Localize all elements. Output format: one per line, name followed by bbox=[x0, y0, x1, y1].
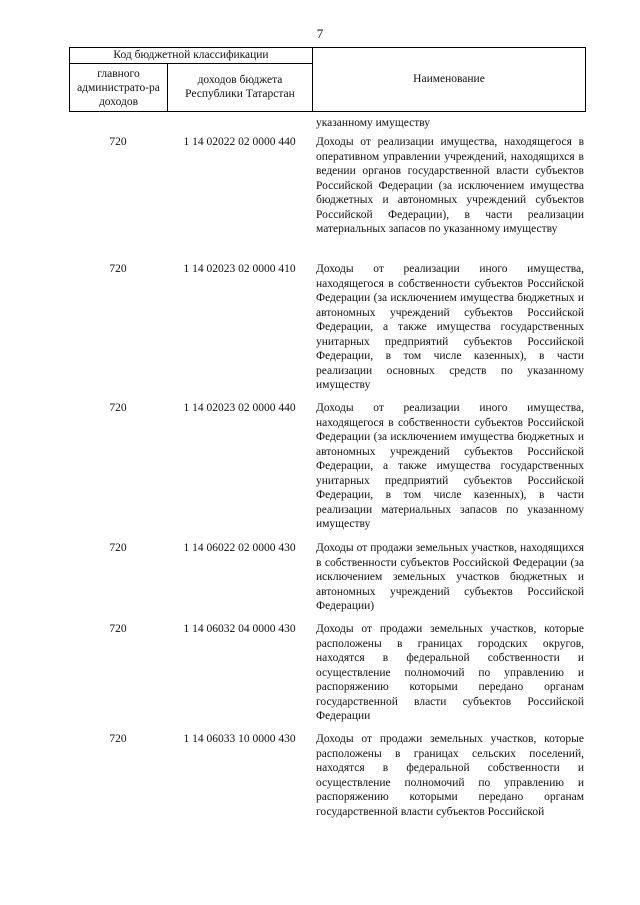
income-name: Доходы от реализации иного имущества, находящегося в собственности субъектов Российской Федерации (за исключением имущества бюджетных и автономных учреждений субъектов Российской Федерации, а также имущества государственных унитарных предприятий субъектов Российской Федерации, в том числе казенных), в части реализации основных средств по указанному имуществу bbox=[316, 263, 584, 391]
admin-code: 720 bbox=[109, 542, 127, 554]
header-income-code: доходов бюджета Республики Татарстан bbox=[168, 64, 313, 111]
header-admin-code: главного администрато-ра доходов bbox=[70, 64, 168, 111]
admin-code: 720 bbox=[109, 733, 127, 745]
income-name: Доходы от продажи земельных участков, которые расположены в границах сельских поселений, находятся в федеральной собственности и осуществление полномочий по управлению и распоряжению которыми передано органам государственной власти субъектов Российской bbox=[316, 733, 584, 818]
income-code: 1 14 02022 02 0000 440 bbox=[183, 136, 296, 148]
admin-code: 720 bbox=[109, 623, 127, 635]
income-code: 1 14 02023 02 0000 410 bbox=[183, 263, 296, 275]
admin-code: 720 bbox=[109, 263, 127, 275]
income-name: Доходы от реализации иного имущества, находящегося в собственности субъектов Российской Федерации (за исключением имущества бюджетных и автономных учреждений субъектов Российской Федерации, а также имущества государственных унитарных предприятий субъектов Российской Федерации, в том числе казенных), в части реализации материальных запасов по указанному имуществу bbox=[316, 402, 584, 530]
income-code: 1 14 06033 10 0000 430 bbox=[183, 733, 296, 745]
admin-code: 720 bbox=[109, 402, 127, 414]
header-classification-code: Код бюджетной классификации bbox=[70, 48, 313, 64]
income-name: Доходы от реализации имущества, находящегося в оперативном управлении учреждений, находящихся в ведении органов государственной власти субъектов Российской Федерации (за исключением имущества бюджетных и автономных учреждений субъектов Российской Федерации), в части реализации материальных запасов по указанному имуществу bbox=[316, 136, 584, 235]
page-number: 7 bbox=[316, 26, 324, 41]
table-header bbox=[69, 47, 586, 112]
continuation-text: указанному имуществу bbox=[316, 117, 431, 129]
income-name: Доходы от продажи земельных участков, находящихся в собственности субъектов Российской Федерации (за исключением земельных участков бюджетных и автономных учреждений субъектов Российской Федерации) bbox=[316, 542, 584, 612]
income-name: Доходы от продажи земельных участков, которые расположены в границах городских округов, находятся в федеральной собственности и осуществление полномочий по управлению и распоряжению которыми передано органам государственной власти субъектов Российской Федерации bbox=[316, 623, 584, 722]
income-code: 1 14 02023 02 0000 440 bbox=[183, 402, 296, 414]
income-code: 1 14 06022 02 0000 430 bbox=[183, 542, 296, 554]
income-code: 1 14 06032 04 0000 430 bbox=[183, 623, 296, 635]
header-name: Наименование bbox=[413, 73, 485, 85]
admin-code: 720 bbox=[109, 136, 127, 148]
